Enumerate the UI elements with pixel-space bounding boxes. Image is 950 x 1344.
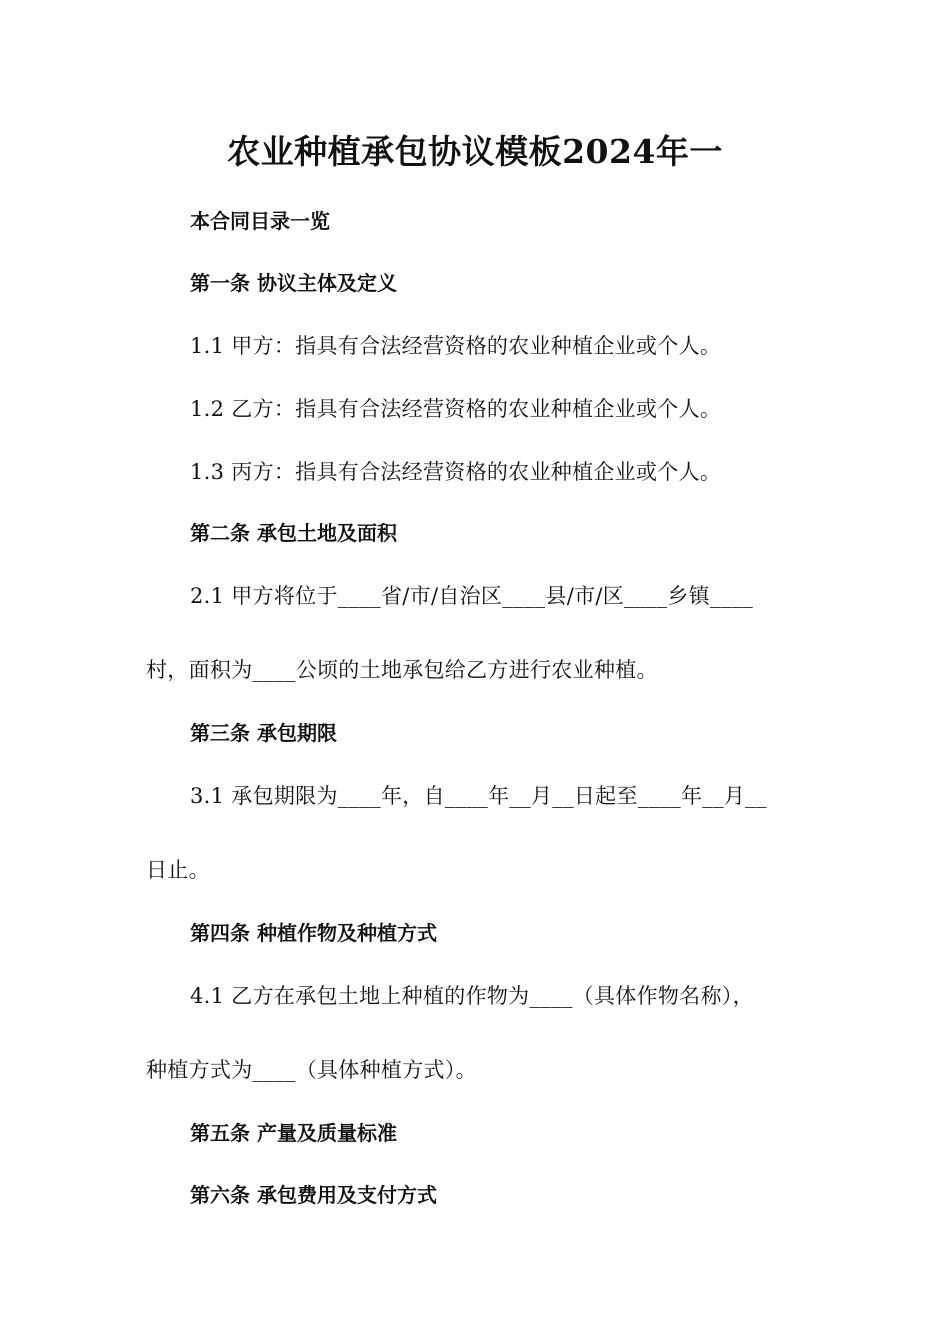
- clause-3-1-line1: 3.1 承包期限为____年，自____年__月__日起至____年__月__: [190, 784, 767, 808]
- clause-1-3: 1.3 丙方：指具有合法经营资格的农业种植企业或个人。: [190, 460, 722, 484]
- toc-heading: 本合同目录一览: [190, 209, 330, 233]
- clause-1-1: 1.1 甲方：指具有合法经营资格的农业种植企业或个人。: [190, 334, 722, 358]
- clause-1-2: 1.2 乙方：指具有合法经营资格的农业种植企业或个人。: [190, 397, 722, 421]
- clause-4-1-line2: 种植方式为____（具体种植方式）。: [146, 1058, 477, 1082]
- clause-3-1-line2: 日止。: [146, 858, 210, 882]
- article-4-heading: 第四条 种植作物及种植方式: [190, 921, 437, 945]
- article-5-heading: 第五条 产量及质量标准: [190, 1121, 397, 1145]
- article-2-heading: 第二条 承包土地及面积: [190, 521, 397, 545]
- clause-2-1-line1: 2.1 甲方将位于____省/市/自治区____县/市/区____乡镇____: [190, 584, 754, 608]
- document-title: 农业种植承包协议模板2024年一: [227, 132, 723, 171]
- article-6-heading: 第六条 承包费用及支付方式: [190, 1183, 437, 1207]
- clause-4-1-line1: 4.1 乙方在承包土地上种植的作物为____（具体作物名称），: [190, 984, 754, 1008]
- article-3-heading: 第三条 承包期限: [190, 721, 337, 745]
- article-1-heading: 第一条 协议主体及定义: [190, 271, 397, 295]
- clause-2-1-line2: 村，面积为____公顷的土地承包给乙方进行农业种植。: [146, 658, 658, 682]
